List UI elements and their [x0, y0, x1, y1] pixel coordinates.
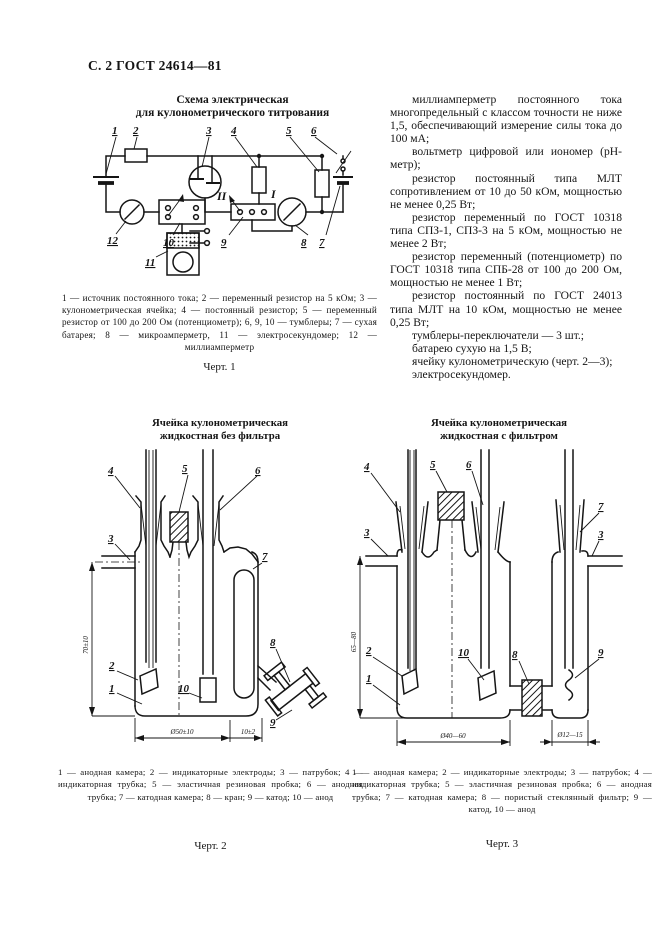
resistor-2-symbol: [125, 149, 147, 162]
battery-source-symbol: [93, 177, 119, 183]
anode-tube: [478, 450, 496, 700]
fig1-num-1: 1: [112, 125, 118, 137]
fig1-num-10: 10: [163, 237, 174, 249]
fig2-title-line1: Ячейка кулонометрическая: [151, 417, 289, 429]
fig1-num-7: 7: [319, 237, 325, 249]
fig1-num-8: 8: [301, 237, 307, 249]
fig2-dim-width: Ø50±10: [170, 728, 194, 736]
fig1-num-6: 6: [311, 125, 317, 137]
fig3-num-8: 8: [512, 649, 518, 661]
fig2-num-9: 9: [270, 717, 276, 729]
rubber-stopper: [438, 492, 464, 520]
fig2-caption: 1 — анодная камера; 2 — индикаторные электроды; 3 — патрубок; 4 — индикаторная трубка; 5 — эластичная резиновая пробка; 6 — анодная трубка; 7 — катодная камера; 8 — кран; 9 — катод; 10 — анод: [58, 767, 363, 802]
fig1-caption: 1 — источник постоянного тока; 2 — переменный резистор на 5 кОм; 3 — кулонометрическая ячейка; 4 — постоянный резистор; 5 — переменный резистор от 100 до 200 Ом (потенциометр); 6, 9, 10 — тумблеры; 7 — сухая батарея; 8 — микроамперметр, 11 — электросекундомер; 12 — миллиамперметр: [62, 293, 377, 352]
fig1-roman-II: II: [217, 189, 227, 203]
spec-paragraph: резистор постоянный типа МЛТ сопротивлением от 10 до 50 кОм, мощностью не менее 0,25 Вт;: [390, 171, 622, 211]
fig2-title: [95, 417, 345, 442]
fig2-num-10: 10: [178, 683, 189, 695]
fig3-num-6: 6: [466, 459, 472, 471]
indicator-tube: [402, 450, 418, 694]
fig3-dim-height: 65—80: [350, 631, 358, 653]
fig2-num-4: 4: [108, 465, 114, 477]
fig3-num-3-right: 3: [598, 529, 604, 541]
indicator-electrodes: [140, 669, 158, 694]
fig3-num-10: 10: [458, 647, 469, 659]
side-tube-right: [588, 556, 622, 566]
spec-text-column: [390, 93, 622, 381]
cathode-chamber-outline: [552, 500, 588, 718]
fig2-title-line2: жидкостная без фильтра: [159, 429, 281, 442]
fig1-num-3: 3: [206, 125, 212, 137]
fig1-num-2: 2: [133, 125, 139, 137]
fig1-num-9: 9: [221, 237, 227, 249]
fig3-title-line2: жидкостная с фильтром: [440, 429, 558, 442]
fig3-dim-side: Ø12—15: [557, 731, 583, 739]
fig1-figure-label: Черт. 1: [203, 361, 236, 373]
fig3-num-9: 9: [598, 647, 604, 659]
ammeter-12-symbol: [120, 200, 144, 224]
glass-filter: [522, 680, 542, 716]
fig1-title-line2: для кулонометрического титрования: [135, 107, 330, 119]
indicator-tube: [146, 450, 156, 668]
fig2-num-8: 8: [270, 637, 276, 649]
fig2-num-7: 7: [262, 551, 268, 563]
spec-paragraph: тумблеры-переключатели — 3 шт.;: [412, 328, 585, 342]
spec-paragraph: резистор переменный (потенциометр) по ГОСТ 10318 типа СПБ-28 от 100 до 200 Ом, мощностью не менее 1 Вт;: [390, 250, 622, 290]
spec-paragraph: резистор переменный по ГОСТ 10318 типа СПЗ-1, СПЗ-3 на 5 кОм, мощностью не менее 2 Вт;: [390, 210, 622, 251]
fig2-cell-drawing: [78, 450, 363, 762]
switch-9-symbol: [229, 195, 275, 220]
spec-paragraph: резистор постоянный по ГОСТ 24013 типа МЛТ на 10 кОм, мощностью не менее 0,25 Вт;: [390, 289, 622, 329]
dimension-lines: [82, 562, 262, 742]
fig2-num-2: 2: [109, 660, 115, 672]
fig2-num-3: 3: [108, 533, 114, 545]
anode-tube: [200, 450, 216, 702]
fig2-figure-label: Черт. 2: [194, 840, 227, 852]
fig3-figure-label: Черт. 3: [485, 838, 519, 850]
fig3-num-3-left: 3: [364, 527, 370, 539]
fig3-caption: 1 — анодная камера; 2 — индикаторные электроды; 3 — патрубок; 4 — индикаторная трубка; 5 — эластичная резиновая пробка; 6 — анодная трубка; 7 — катодная камера; 8 — пористый стеклянный фильтр; 9 — катод, 10 — анод: [352, 767, 652, 815]
fig3-num-7: 7: [598, 501, 604, 513]
side-tube-left: [366, 556, 397, 566]
fig1-num-12: 12: [107, 235, 118, 247]
switch-6-symbol: [336, 151, 351, 173]
indicator-electrodes: [402, 669, 418, 694]
fig2-dim-height: 70±10: [82, 636, 90, 654]
microammeter-8-symbol: [278, 198, 306, 226]
cathode-tube: [565, 450, 573, 700]
page-header: С. 2 ГОСТ 24614—81: [88, 58, 222, 73]
fig1-title: [75, 94, 390, 120]
fig3-num-1: 1: [366, 673, 372, 685]
resistor-5-symbol: [315, 170, 329, 197]
fig1-num-5: 5: [286, 125, 292, 137]
spec-paragraph: батарею сухую на 1,5 В;: [412, 341, 532, 355]
stopcock: [253, 652, 329, 728]
fig1-roman-I: I: [271, 187, 276, 201]
fig3-title-line1: Ячейка кулонометрическая: [430, 417, 568, 429]
fig1-num-4: 4: [231, 125, 237, 137]
fig3-num-5: 5: [430, 459, 436, 471]
anode-chamber-outline: [396, 502, 510, 718]
battery-7-symbol: [333, 177, 353, 183]
fig1-num-11: 11: [145, 257, 156, 269]
fig2-num-6: 6: [255, 465, 261, 477]
cathode-coil: [566, 670, 573, 700]
fig3-dim-width: Ø40—60: [440, 732, 466, 740]
fig2-dim-side: 10±2: [240, 728, 256, 736]
filter-bridge: [510, 680, 552, 716]
spec-paragraph: электросекундомер.: [412, 367, 511, 381]
fig3-num-4: 4: [364, 461, 370, 473]
fig3-title: [368, 417, 630, 442]
fig3-num-2: 2: [366, 645, 372, 657]
fig3-cell-drawing: [352, 450, 647, 762]
side-tube: [95, 556, 140, 568]
fig2-num-5: 5: [182, 463, 188, 475]
spec-paragraph: ячейку кулонометрическую (черт. 2—3);: [412, 354, 613, 368]
fig1-circuit-diagram: [85, 120, 370, 292]
spec-paragraph: миллиамперметр постоянного тока многопредельный с классом точности не ниже 1,5, обеспечивающий измерение силы тока до 100 мА;: [390, 93, 622, 146]
fig2-num-1: 1: [109, 683, 115, 695]
fig1-title-line1: Схема электрическая: [176, 94, 289, 106]
resistor-4-symbol: [252, 167, 266, 193]
spec-paragraph: вольтметр цифровой или иономер (рН-метр);: [390, 145, 622, 172]
